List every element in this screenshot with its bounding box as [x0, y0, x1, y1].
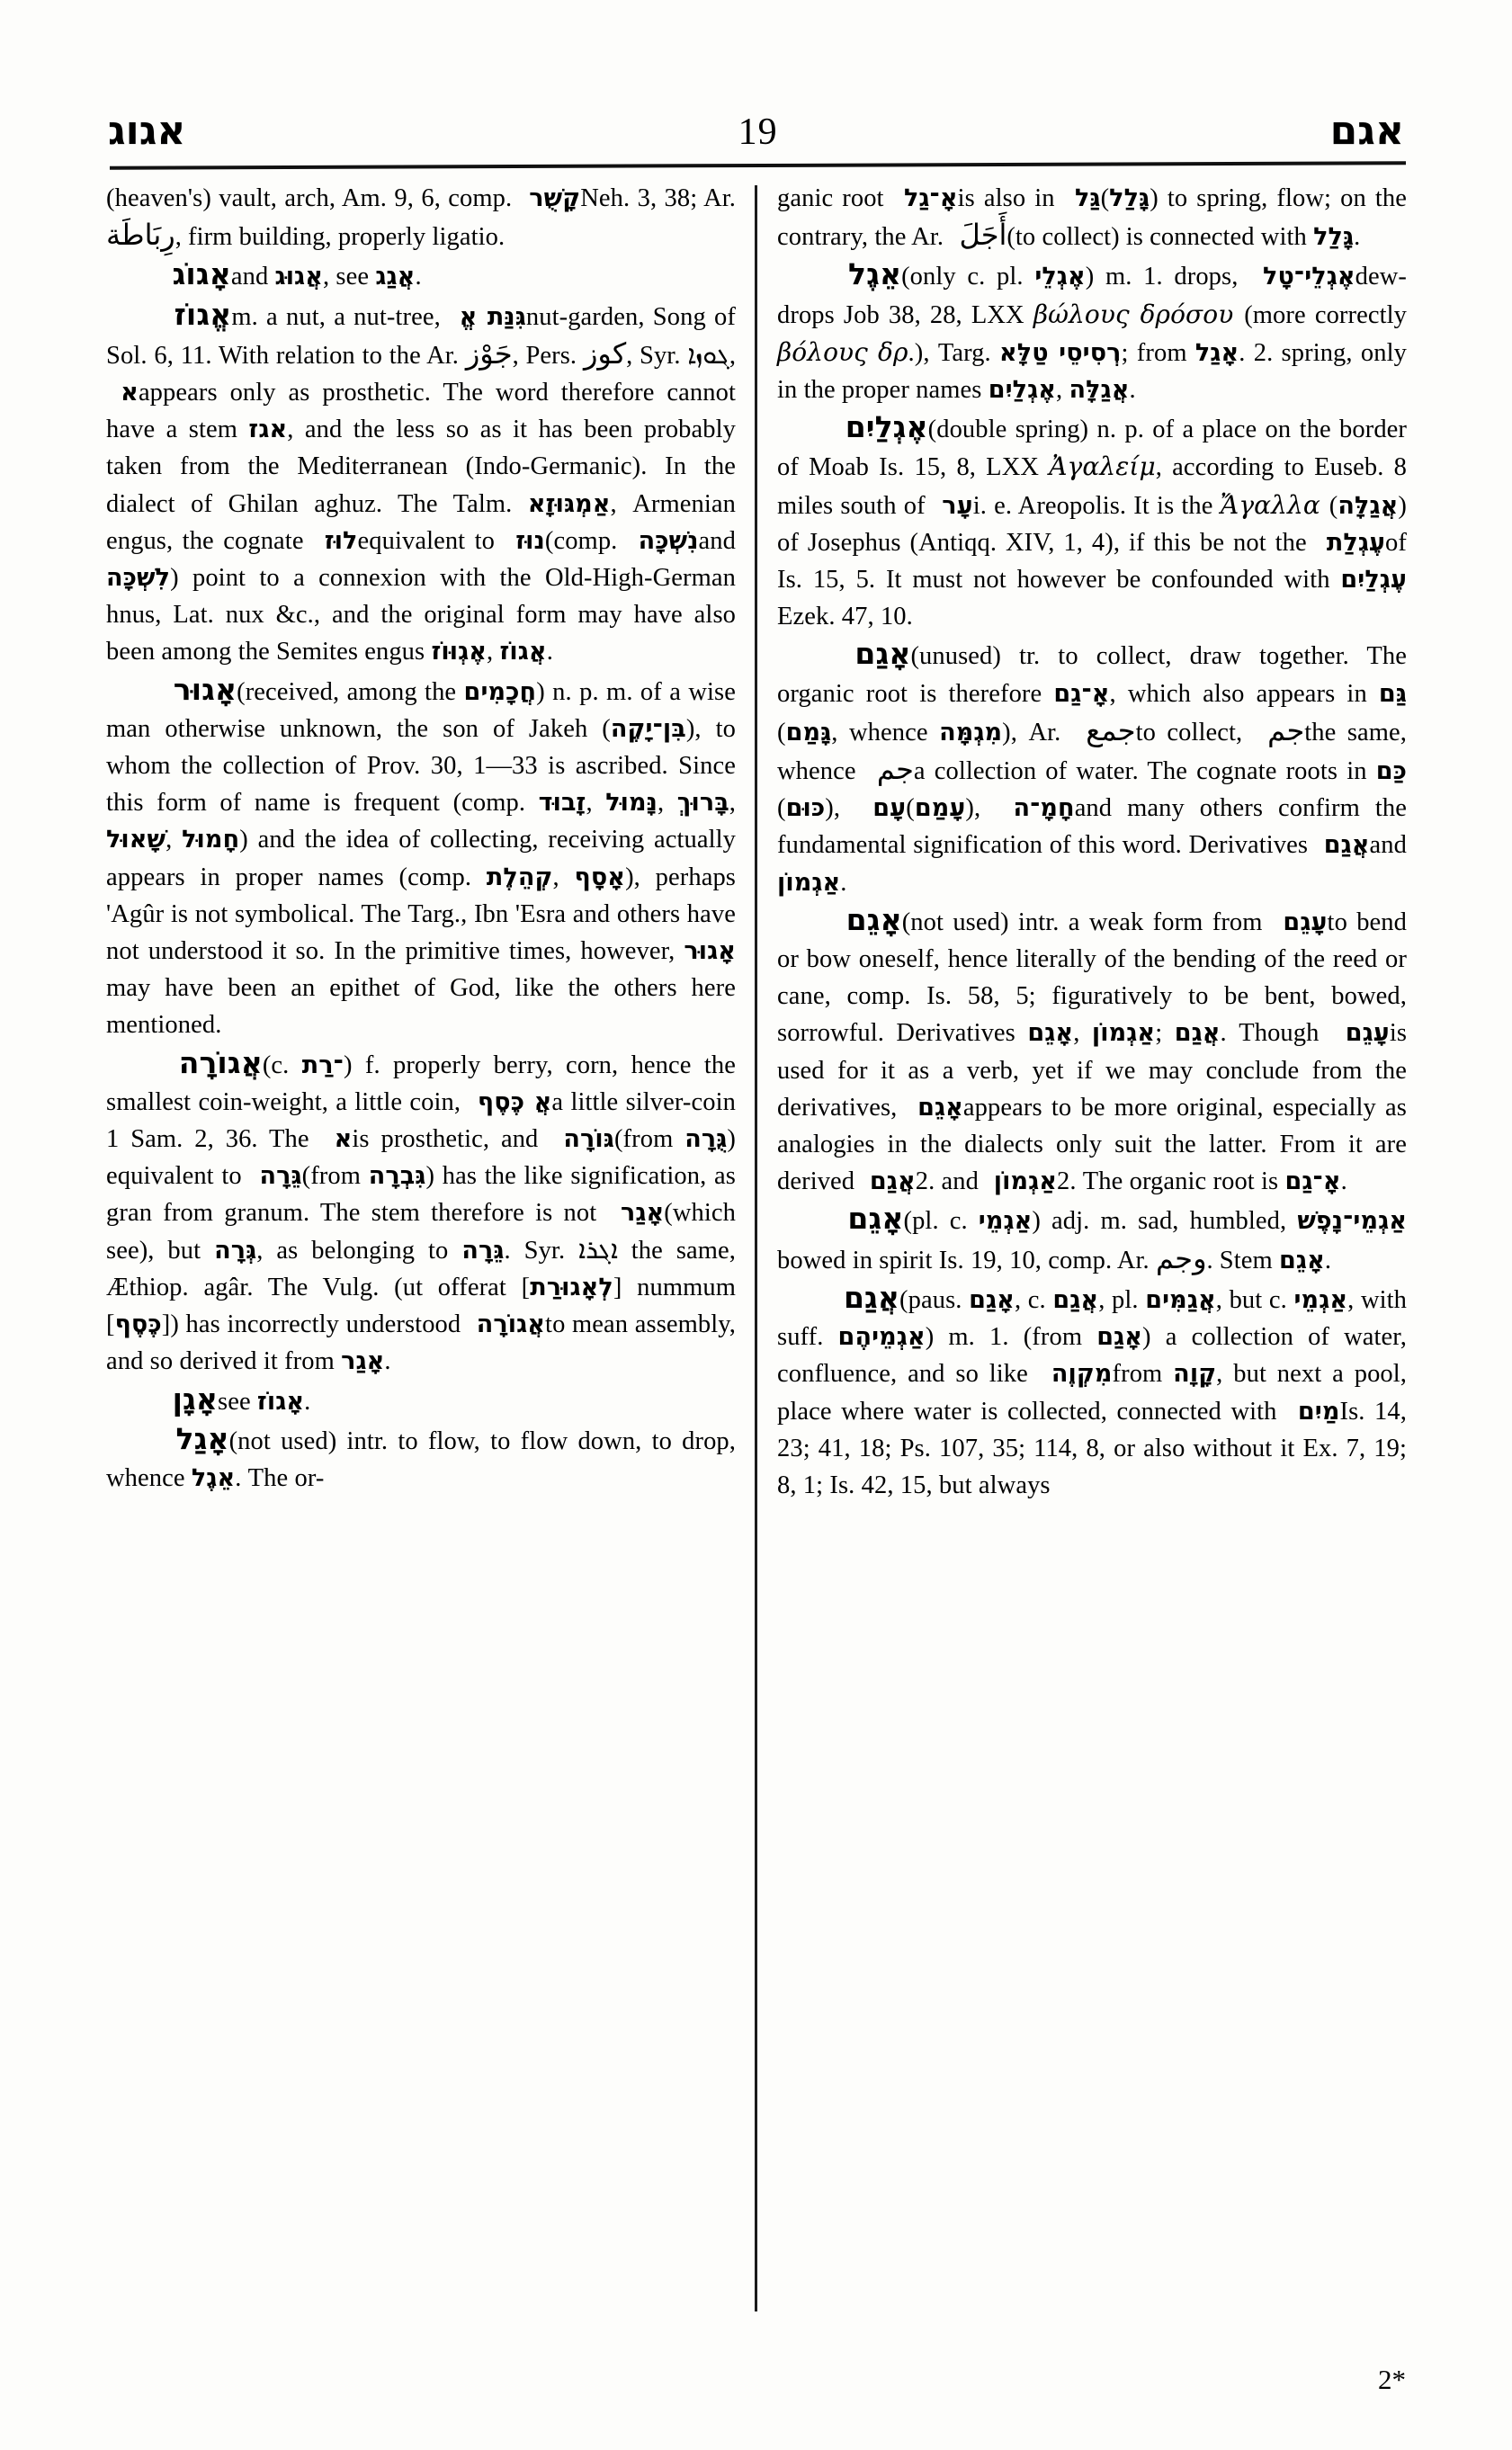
hebrew-run: גֵּרָה: [249, 1162, 302, 1191]
hebrew-run: מִגְמָּה: [939, 718, 1003, 747]
hebrew-run: אָגַל: [1194, 338, 1239, 367]
hebrew-run: אֲגוֹז: [499, 638, 547, 666]
hebrew-run: עָר: [932, 491, 973, 520]
entry-agal: אָגַל (not used) intr. to flow, to flow down, to drop, whence אֵגֶל. The or-: [106, 1420, 737, 1492]
hebrew-run: בִּן־יָקֶה: [610, 714, 686, 743]
arabic-run: وجم: [1156, 1240, 1207, 1275]
arabic-run: جَوْز: [465, 335, 513, 371]
entry-headword-hebrew: אָגַל: [162, 1420, 229, 1456]
hebrew-run: מִקְוֶה: [1038, 1360, 1113, 1389]
hebrew-run: אָגַם: [969, 1285, 1015, 1314]
greek-run: βόλους δρ: [777, 336, 908, 367]
entry-eglayim: אֶגְלַיִם (double spring) n. p. of a place on the border of Moab Is. 15, 8, LXX Ἀγαλείμ, according to Euseb. 8 miles south of עָר i. e. Areopolis. It is the Ἄγαλλα (אֲגַלָּה) of Josephus (Antiqq. XIV, 1, 4), if this be not the עֶגְלַת of Is. 15, 5. It must not however be confounded with עֶגְלַיִם Ezek. 47, 10.: [777, 409, 1408, 631]
right-column: [777, 180, 1407, 2356]
hebrew-run: אַגְמֵי: [1293, 1285, 1348, 1314]
hebrew-run: אָ־גַם: [1284, 1167, 1341, 1196]
entry-agan-cross-reference: אָגָן see אָגוֹז.: [162, 1381, 311, 1417]
entry-agam-root: אָגַם (unused) tr. to collect, draw together. The organic root is therefore אָ־גַם, which also appears in גַּם (גָּמַם, whence מִגְמָּה), Ar. جمع to collect, جم the same, whence جم a collection of water. The cognate roots in כַּם (כּוּם), עָם (עָמַם), חָמָ־ה and many others confirm the fundamental signification of this word. Derivatives אֲגַם and אַגְמוֹן.: [777, 636, 1408, 897]
hebrew-run: אַגְמֵיהֶם: [837, 1323, 926, 1352]
column-divider-rule: [755, 185, 757, 2311]
two-column-body: [106, 180, 1407, 2356]
hebrew-run: אָגוֹז: [256, 1387, 305, 1416]
hebrew-run: לִשְׁכָּה: [106, 564, 171, 593]
hebrew-run: אָסָף: [574, 863, 626, 891]
hebrew-run: גּוֹרָה: [550, 1125, 614, 1154]
hebrew-run: נוּז: [504, 526, 545, 555]
hebrew-run: אָגֵם: [1027, 1019, 1074, 1048]
arabic-run: أَجَلَ: [950, 218, 1007, 253]
entry-headword-hebrew: אָגֵם: [833, 1201, 904, 1237]
arabic-run: جمع: [1071, 712, 1136, 747]
hebrew-run: גָּלַל: [1109, 184, 1150, 212]
header-rule: [110, 161, 1406, 170]
arabic-run: جم: [864, 752, 914, 787]
hebrew-run: אָגַם: [1096, 1323, 1143, 1352]
hebrew-run: אָ־גַם: [1053, 679, 1110, 708]
hebrew-run: קָוָה: [1173, 1360, 1217, 1389]
entry-headword-hebrew: אָגָן: [162, 1381, 218, 1417]
hebrew-run: ־רַת: [301, 1051, 344, 1079]
hebrew-run: א: [106, 379, 139, 407]
hebrew-run: עָמַם: [914, 794, 966, 823]
hebrew-run: אַמְגּוּזָא: [527, 489, 611, 518]
hebrew-run: חָמוּל: [182, 826, 240, 854]
hebrew-run: אַגְמוֹן: [777, 868, 841, 897]
hebrew-run: גְּרָה: [214, 1236, 257, 1265]
hebrew-run: אָגֵם: [1279, 1246, 1325, 1274]
entry-agem-adjective: אָגֵם (pl. c. אַגְמֵי) adj. m. sad, humbled, אַגְמֵי־נָפֶשׁ bowed in spirit Is. 19, 10, comp. Ar. وجم. Stem אָגֵם.: [777, 1201, 1408, 1275]
entry-headword-hebrew: אָגֵם: [833, 901, 902, 937]
hebrew-run: אֶגְלַיִם: [988, 376, 1056, 405]
arabic-run: كوز: [583, 335, 627, 371]
hebrew-run: רְסִיסֵי טַלָּא: [999, 338, 1122, 367]
entry-headword-hebrew: אֲגַם: [833, 1279, 900, 1315]
hebrew-run: אֶגְוּוֹז: [431, 638, 488, 666]
hebrew-run: כַּם: [1375, 757, 1408, 786]
hebrew-run: עֶגְלַיִם: [1340, 566, 1407, 595]
hebrew-run: אגז: [248, 416, 288, 444]
hebrew-run: כּוּם: [785, 794, 826, 823]
hebrew-run: גָּלַל: [1313, 223, 1355, 252]
hebrew-run: עֶגְלַת: [1315, 528, 1386, 557]
hebrew-run: גֵּרָה: [461, 1236, 505, 1265]
paragraph-continuation-agog: (heaven's) vault, arch, Am. 9, 6, comp. קָשֻׁר Neh. 3, 38; Ar. رِبَاطَة, firm building, properly ligatio.: [106, 184, 737, 253]
hebrew-run: אֶגְלֵי: [1034, 263, 1086, 291]
entry-headword-hebrew: אָגַם: [833, 636, 911, 672]
hebrew-run: עָגֵם: [1330, 1019, 1390, 1048]
running-head-left-hebrew: אגוג: [108, 108, 186, 154]
greek-run: Ἀγαλείμ: [1049, 452, 1156, 482]
hebrew-run: לְאָגוּרַת: [530, 1273, 613, 1301]
hebrew-run: אָגוּר: [684, 937, 736, 966]
hebrew-run: נִשְׁכָּה: [626, 526, 699, 555]
hebrew-run: חָמָ־ה: [996, 794, 1075, 823]
hebrew-run: מַיִם: [1286, 1397, 1340, 1426]
entry-agog-cross-reference: אָגוֹג and אֲגוּג, see אֲגַג.: [162, 256, 422, 292]
paragraph-continuation-agal: ganic root אָ־גַל is also in גַּל (גָּלַל) to spring, flow; on the contrary, the Ar. أَجَلَ (to collect) is connected with גָּלַל.: [777, 184, 1407, 253]
entry-headword-hebrew: אֲגוֹרָה: [162, 1044, 263, 1080]
hebrew-run: גַּם: [1378, 679, 1407, 708]
hebrew-run: אָ־גַל: [892, 184, 958, 212]
hebrew-run: לוּז: [313, 526, 358, 555]
hebrew-run: אֲגוֹרָה: [467, 1310, 546, 1339]
hebrew-run: נָּמוּל: [605, 789, 658, 818]
hebrew-run: אַגְמֵי: [978, 1207, 1033, 1236]
entry-agur: אָגוּר (received, among the חֲכָמִים) n. p. m. of a wise man otherwise unknown, the son of Jakeh (בִּן־יָקֶה), to whom the collection of Prov. 30, 1—33 is ascribed. Since this form of name is frequent (comp. זָבוּד, נָּמוּל, בָּרוּךְ, שָׁאוּל, חָמוּל) and the idea of collecting, receiving actually appears in proper names (comp. קְהֵלֶת, אָסָף), perhaps 'Agûr is not symbolical. The Targ., Ibn 'Esra and others have not understood it so. In the primitive times, however, אָגוּר may have been an epithet of God, like the others here mentioned.: [106, 671, 737, 1040]
hebrew-run: אֲגַם: [1052, 1285, 1099, 1314]
hebrew-run: אַגְמֵי־נָפֶשׁ: [1297, 1207, 1408, 1236]
hebrew-run: אֲגַלָּה: [1338, 491, 1399, 520]
hebrew-run: אֲגַמִּים: [1145, 1285, 1216, 1314]
hebrew-run: אֵגֶל: [191, 1463, 236, 1492]
hebrew-run: גִּבְרָה: [368, 1162, 426, 1191]
hebrew-run: גֻּרָה: [684, 1125, 728, 1154]
hebrew-run: אֲגַם: [1174, 1019, 1221, 1048]
hebrew-run: גָּמַם: [785, 718, 832, 747]
entry-agorah: אֲגוֹרָה (c. ־רַת) f. properly berry, corn, hence the smallest coin-weight, a little coin, אֲ כֶּסֶף a little silver-coin 1 Sam. 2, 36. The א is prosthetic, and גּוֹרָה (from גֻּרָה) equivalent to גֵּרָה (from גִּבְרָה) has the like signification, as gran from granum. The stem therefore is not אָגַר (which see), but גְּרָה, as belonging to גֵּרָה. Syr. ܐܓܪܐ the same, Æthiop. agâr. The Vulg. (ut offerat [לְאָגוּרַת] nummum [כֶּסֶף]) has incorrectly understood אֲגוֹרָה to mean assembly, and so derived it from אָגַר.: [106, 1044, 737, 1376]
hebrew-run: חֲכָמִים: [463, 677, 537, 706]
hebrew-run: אֲגַג: [375, 263, 416, 291]
column-gutter: [736, 180, 777, 2356]
hebrew-run: אַגְמוֹן: [1091, 1019, 1156, 1048]
entry-egel: אֵגֶל (only c. pl. אֶגְלֵי) m. 1. drops, אֶגְלֵי־טָל dew-drops Job 38, 28, LXX βώλους δρόσου (more correctly βόλους δρ.), Targ. רְסִיסֵי טַלָּא; from אָגַל. 2. spring, only in the proper names אֶגְלַיִם, אֲגַלָּה.: [777, 256, 1408, 405]
hebrew-run: גִּנַּת אֱ: [449, 302, 526, 331]
page-number: 19: [738, 112, 778, 153]
hebrew-run: קְהֵלֶת: [486, 863, 553, 891]
hebrew-run: כֶּסֶף: [114, 1310, 162, 1339]
hebrew-run: שָׁאוּל: [106, 826, 166, 854]
hebrew-run: אֲגַם: [861, 1167, 916, 1196]
entry-agam-noun: אֲגַם (paus. אָגַם, c. אֲגַם, pl. אֲגַמִּים, but c. אַגְמֵי, with suff. אַגְמֵיהֶם) m. 1. (from אָגַם) a collection of water, confluence, and so like מִקְוֶה from קָוָה, but next a pool, place where water is collected, connected with מַיִם Is. 14, 23; 41, 18; Ps. 107, 35; 114, 8, or also without it Ex. 7, 19; 8, 1; Is. 42, 15, but always: [777, 1279, 1408, 1499]
hebrew-run: קָשֻׁר: [519, 184, 581, 212]
entry-headword-hebrew: אָגוֹג: [162, 256, 231, 292]
hebrew-run: עָם: [855, 794, 907, 823]
entry-headword-hebrew: אֱגוֹז: [162, 296, 232, 332]
hebrew-run: בָּרוּךְ: [676, 789, 729, 818]
hebrew-run: זָבוּד: [538, 789, 586, 818]
entry-headword-hebrew: אֶגְלַיִם: [833, 409, 928, 445]
signature-mark: 2*: [1378, 2364, 1406, 2395]
arabic-run: جم: [1253, 712, 1305, 747]
greek-run: βώλους δρόσου: [1033, 299, 1245, 329]
hebrew-run: אֲגַם: [1314, 831, 1370, 860]
running-head-right-hebrew: אגם: [1329, 108, 1404, 154]
hebrew-run: אַגְמוֹן: [985, 1167, 1057, 1196]
entry-egoz: אֱגוֹז m. a nut, a nut-tree, גִּנַּת אֱ nut-garden, Song of Sol. 6, 11. With relation to the Ar. جَوْز, Pers. كوز, Syr. ܓܘܙܐ, א appears only as prosthetic. The word therefore cannot have a stem אגז, and the less so as it has been probably taken from the Mediterranean (Indo-Germanic). In the dialect of Ghilan aghuz. The Talm. אַמְגּוּזָא, Armenian engus, the cognate לוּז equivalent to נוּז (comp. נִשְׁכָּה and לִשְׁכָּה) point to a connexion with the Old-High-German hnus, Lat. nux &c., and the original form may have also been among the Semites engus אֶגְוּוֹז, אֲגוֹז.: [106, 296, 736, 666]
arabic-run: رِبَاطَة: [106, 218, 175, 253]
hebrew-run: אֲגַלָּה: [1069, 376, 1130, 405]
hebrew-run: אֲ כֶּסֶף: [468, 1087, 552, 1116]
hebrew-run: אֲגוּג: [274, 263, 323, 291]
hebrew-run: עָגֵם: [1271, 908, 1328, 936]
entry-headword-hebrew: אָגוּר: [162, 671, 237, 707]
left-column: [106, 180, 736, 2356]
entry-agem-root: אָגֵם (not used) intr. a weak form from עָגֵם to bend or bow oneself, hence literally of the bending of the reed or cane, comp. Is. 58, 5; figuratively to be bent, bowed, sorrowful. Derivatives אָגֵם, אַגְמוֹן; אֲגַם. Though עָגֵם is used for it as a verb, yet if we may conclude from the derivatives, אָגֵם appears to be more original, especially as analogies in the dialects only suit the latter. From it are derived אֲגַם 2. and אַגְמוֹן 2. The organic root is אָ־גַם.: [777, 901, 1408, 1196]
hebrew-run: א: [320, 1125, 353, 1154]
hebrew-run: גַּל: [1063, 184, 1101, 212]
hebrew-run: אָגֵם: [906, 1093, 963, 1122]
running-head: [108, 86, 1404, 154]
hebrew-run: אָגַר: [341, 1347, 385, 1376]
page-signature: [106, 2364, 1406, 2396]
entry-headword-hebrew: אֵגֶל: [833, 256, 902, 292]
hebrew-run: אֶגְלֵי־טָל: [1249, 263, 1355, 291]
hebrew-run: אָגַר: [607, 1199, 665, 1228]
greek-run: Ἄγαλλα: [1220, 489, 1329, 520]
